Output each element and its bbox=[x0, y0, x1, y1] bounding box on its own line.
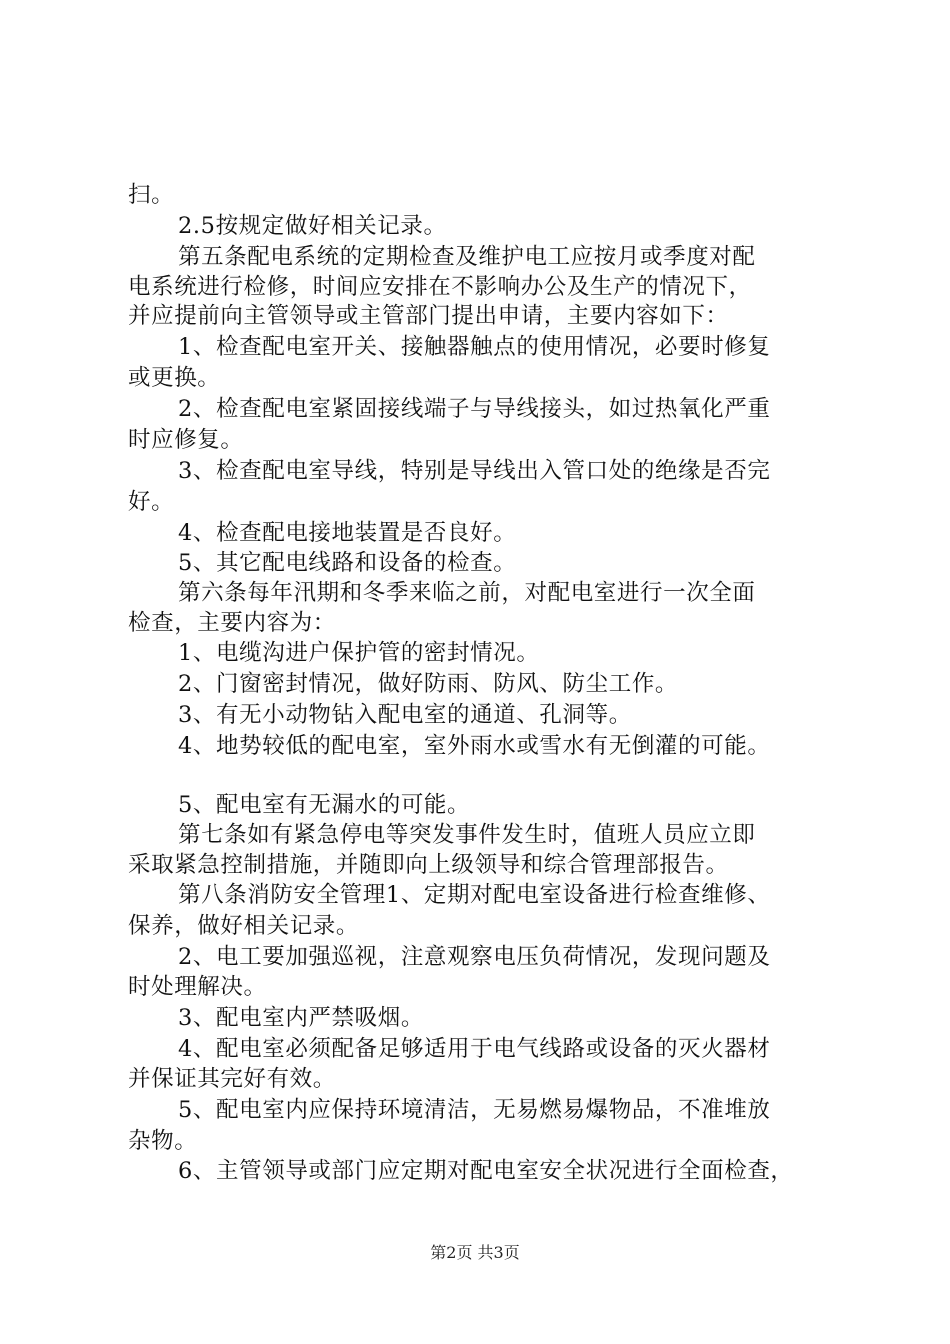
text-line: 1、电缆沟进户保护管的密封情况。 bbox=[178, 640, 540, 666]
text-line: 第五条配电系统的定期检查及维护电工应按月或季度对配 bbox=[178, 244, 756, 270]
text-line: 并应提前向主管领导或主管部门提出申请，主要内容如下： bbox=[128, 303, 729, 329]
text-line: 2、电工要加强巡视，注意观察电压负荷情况，发现问题及 bbox=[178, 944, 771, 970]
text-line: 电系统进行检修，时间应安排在不影响办公及生产的情况下， bbox=[128, 274, 752, 300]
text-line: 1、检查配电室开关、接触器触点的使用情况，必要时修复 bbox=[178, 334, 771, 360]
text-line: 检查，主要内容为： bbox=[128, 610, 336, 636]
text-line: 4、配电室必须配备足够适用于电气线路或设备的灭火器材 bbox=[178, 1036, 771, 1062]
text-line: 2.5按规定做好相关记录。 bbox=[178, 213, 447, 239]
text-line: 5、配电室内应保持环境清洁，无易燃易爆物品，不准堆放 bbox=[178, 1097, 771, 1123]
text-line: 2、门窗密封情况，做好防雨、防风、防尘工作。 bbox=[178, 671, 679, 697]
text-line: 3、有无小动物钻入配电室的通道、孔洞等。 bbox=[178, 702, 632, 728]
text-line: 4、检查配电接地装置是否良好。 bbox=[178, 520, 517, 546]
text-line: 扫。 bbox=[128, 182, 175, 208]
text-line: 3、配电室内严禁吸烟。 bbox=[178, 1005, 424, 1031]
text-line: 第七条如有紧急停电等突发事件发生时，值班人员应立即 bbox=[178, 822, 756, 848]
text-line: 6、主管领导或部门应定期对配电室安全状况进行全面检查， bbox=[178, 1158, 794, 1184]
text-line: 或更换。 bbox=[128, 365, 221, 391]
text-line: 4、地势较低的配电室，室外雨水或雪水有无倒灌的可能。 bbox=[178, 733, 771, 759]
text-line: 5、其它配电线路和设备的检查。 bbox=[178, 550, 517, 576]
text-line: 5、配电室有无漏水的可能。 bbox=[178, 792, 471, 818]
text-line: 时应修复。 bbox=[128, 427, 244, 453]
text-line: 2、检查配电室紧固接线端子与导线接头，如过热氧化严重 bbox=[178, 396, 771, 422]
page-number-footer: 第2页 共3页 bbox=[430, 1243, 520, 1262]
text-line: 杂物。 bbox=[128, 1128, 198, 1154]
text-line: 3、检查配电室导线，特别是导线出入管口处的绝缘是否完 bbox=[178, 458, 771, 484]
text-line: 保养，做好相关记录。 bbox=[128, 913, 360, 939]
text-line: 采取紧急控制措施，并随即向上级领导和综合管理部报告。 bbox=[128, 852, 729, 878]
text-line: 第六条每年汛期和冬季来临之前，对配电室进行一次全面 bbox=[178, 580, 756, 606]
text-line: 第八条消防安全管理1、定期对配电室设备进行检查维修、 bbox=[178, 882, 771, 908]
text-line: 时处理解决。 bbox=[128, 974, 267, 1000]
text-line: 好。 bbox=[128, 489, 175, 515]
text-line: 并保证其完好有效。 bbox=[128, 1066, 336, 1092]
